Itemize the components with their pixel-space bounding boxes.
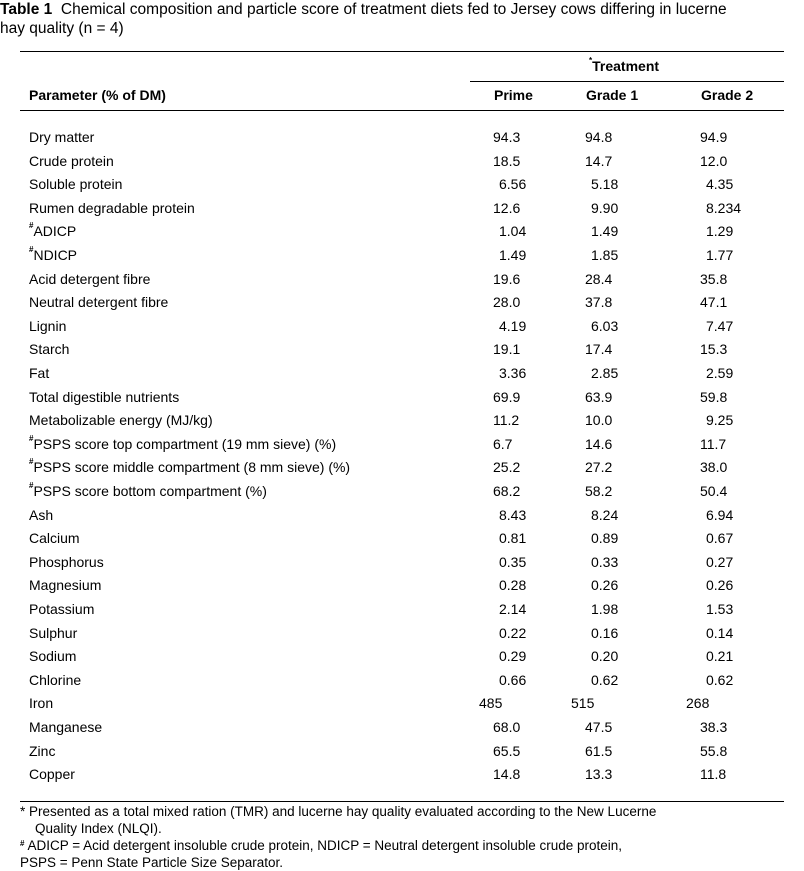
cell-grade-2: 0.67	[706, 530, 734, 547]
cell-grade-2: 0.27	[706, 553, 734, 570]
row-label-text: PSPS score bottom compartment (%)	[33, 483, 267, 499]
row-label-text: Ash	[29, 506, 54, 523]
cell-grade-2: 55.8	[700, 742, 728, 759]
cell-grade-2: 35.8	[700, 270, 728, 287]
cell-grade-2: 2.59	[706, 365, 734, 381]
treatment-label: Treatment	[592, 58, 660, 74]
cell-grade-1: 0.89	[591, 530, 619, 547]
row-label-text: Rumen degradable protein	[29, 199, 195, 216]
cell-prime: 18.5	[493, 152, 521, 169]
footnote-mark: #	[20, 839, 25, 848]
cell-grade-2: 6.94	[706, 506, 734, 523]
table-row	[0, 577, 804, 597]
row-label-text: Iron	[29, 695, 54, 712]
footnote-mark: #	[29, 433, 34, 443]
cell-prime: 3.36	[499, 365, 527, 381]
row-label-text: Phosphorus	[29, 553, 104, 570]
row-label-text: Manganese	[29, 719, 103, 735]
row-label-text: Zinc	[29, 742, 56, 759]
cell-prime: 4.19	[499, 317, 527, 334]
row-label	[29, 341, 69, 357]
row-label-text: Sodium	[29, 648, 77, 665]
cell-prime: 19.6	[493, 270, 521, 287]
table-row	[0, 389, 804, 409]
table-row	[0, 433, 804, 456]
row-label-text: PSPS score middle compartment (8 mm sieve) (%)	[33, 459, 351, 476]
table-row	[0, 341, 804, 361]
cell-prime: 19.1	[493, 341, 521, 358]
cell-prime: 14.8	[493, 766, 521, 783]
cell-grade-2: 94.9	[700, 129, 728, 145]
cell-grade-1: 1.85	[591, 247, 619, 263]
row-label	[29, 554, 104, 570]
cell-grade-2: 0.26	[706, 577, 734, 594]
row-label	[29, 577, 101, 593]
cell-grade-1: 14.6	[585, 435, 613, 452]
table-row	[0, 719, 804, 739]
row-label	[29, 271, 150, 287]
column-header-grade-2: Grade 2	[701, 87, 754, 103]
row-label	[29, 318, 66, 334]
table-row	[0, 412, 804, 432]
table-row	[0, 176, 804, 196]
table-row	[0, 247, 804, 267]
cell-grade-1: 0.16	[591, 624, 619, 641]
cell-prime: 65.5	[493, 742, 521, 759]
cell-prime: 0.22	[499, 624, 527, 641]
table-row	[0, 554, 804, 574]
table-row	[0, 200, 804, 220]
table-label: Table 1	[0, 1, 53, 18]
parameter-header: Parameter (% of DM)	[29, 87, 166, 103]
cell-grade-1: 47.5	[585, 719, 613, 735]
footnote-hash-line-1	[20, 837, 656, 854]
table-row	[0, 530, 804, 550]
cell-grade-1: 6.03	[591, 317, 619, 334]
table-row	[0, 601, 804, 621]
row-label	[29, 625, 77, 641]
cell-grade-2: 7.47	[706, 317, 734, 334]
footnote-star-line-2: Quality Index (NLQI).	[35, 821, 162, 836]
footnote-hash-line-2: PSPS = Penn State Particle Size Separator.	[20, 855, 284, 870]
row-label	[29, 176, 122, 192]
row-label	[29, 365, 49, 381]
cell-grade-2: 0.14	[706, 624, 734, 641]
row-label-text: Metabolizable energy (MJ/kg)	[29, 412, 213, 429]
cell-prime: 28.0	[493, 294, 521, 311]
top-rule	[20, 51, 784, 52]
row-label	[29, 743, 55, 759]
cell-grade-1: 515	[571, 695, 595, 712]
cell-grade-1: 37.8	[585, 294, 613, 311]
row-label	[29, 459, 350, 475]
cell-grade-2: 59.8	[700, 388, 728, 405]
cell-grade-2: 1.29	[706, 223, 734, 240]
cell-grade-1: 8.24	[591, 506, 619, 523]
cell-prime: 2.14	[499, 601, 527, 617]
table-row	[0, 695, 804, 715]
row-label-text: Copper	[29, 766, 75, 783]
cell-grade-1: 0.20	[591, 648, 619, 665]
row-label-text: Magnesium	[29, 577, 102, 594]
table-row	[0, 648, 804, 668]
row-label	[29, 223, 76, 239]
table-caption	[0, 0, 727, 38]
table-row	[0, 153, 804, 173]
caption-line-2: hay quality (n = 4)	[0, 20, 124, 37]
row-label	[29, 483, 267, 499]
row-label	[29, 695, 53, 711]
cell-prime: 1.04	[499, 223, 527, 240]
row-label-text: PSPS score top compartment (19 mm sieve) (%)	[33, 435, 337, 452]
bottom-rule	[20, 801, 784, 802]
row-label	[29, 507, 53, 523]
row-label-text: Soluble protein	[29, 176, 123, 193]
cell-grade-1: 17.4	[585, 341, 613, 358]
row-label-text: Crude protein	[29, 152, 114, 169]
cell-grade-2: 8.234	[706, 199, 742, 216]
cell-grade-1: 28.4	[585, 270, 613, 287]
row-label	[29, 672, 81, 688]
cell-grade-2: 12.0	[700, 152, 728, 169]
footnote-hash-text: ADICP = Acid detergent insoluble crude protein, NDICP = Neutral detergent insoluble crude protein,	[24, 838, 623, 853]
cell-grade-2: 4.35	[706, 176, 734, 193]
cell-grade-2: 9.25	[706, 412, 734, 429]
row-label	[29, 530, 80, 546]
cell-grade-2: 38.3	[700, 719, 728, 735]
row-label	[29, 294, 168, 310]
footnote-mark: *	[589, 56, 593, 65]
row-label	[29, 412, 213, 428]
row-label	[29, 153, 114, 169]
footnote-mark: #	[29, 221, 34, 231]
row-label-text: Total digestible nutrients	[29, 388, 180, 405]
row-label-text: ADICP	[33, 223, 77, 240]
table-row	[0, 766, 804, 786]
row-label-text: NDICP	[33, 247, 78, 263]
treatment-rule	[470, 81, 784, 82]
cell-prime: 12.6	[493, 199, 521, 216]
cell-prime: 94.3	[493, 129, 521, 145]
column-header-grade-1: Grade 1	[586, 87, 639, 103]
cell-grade-1: 58.2	[585, 483, 613, 499]
row-label-text: Lignin	[29, 317, 67, 334]
row-label-text: Fat	[29, 365, 50, 381]
cell-grade-1: 9.90	[591, 199, 619, 216]
cell-prime: 0.35	[499, 553, 527, 570]
row-label	[29, 200, 195, 216]
row-label	[29, 601, 94, 617]
cell-grade-2: 11.7	[700, 435, 727, 452]
table-row	[0, 483, 804, 503]
row-label-text: Chlorine	[29, 671, 82, 688]
table-row	[0, 672, 804, 692]
table-row	[0, 365, 804, 385]
cell-prime: 6.7	[493, 435, 513, 452]
cell-grade-1: 1.49	[591, 223, 619, 240]
footnote-star	[20, 803, 656, 871]
cell-grade-2: 0.62	[706, 671, 734, 688]
footnote-mark: #	[29, 457, 34, 467]
row-label-text: Calcium	[29, 530, 80, 547]
cell-grade-1: 94.8	[585, 129, 613, 145]
table-row	[0, 271, 804, 291]
footnote-mark: #	[29, 245, 34, 254]
cell-prime: 1.49	[499, 247, 527, 263]
cell-grade-1: 0.26	[591, 577, 619, 594]
table-row	[0, 294, 804, 314]
row-label	[29, 433, 337, 452]
cell-grade-1: 61.5	[585, 742, 613, 759]
cell-prime: 0.81	[499, 530, 527, 547]
header-rule	[20, 110, 784, 111]
cell-prime: 69.9	[493, 388, 521, 405]
table-row	[0, 223, 804, 243]
treatment-header	[589, 58, 659, 74]
cell-grade-2: 47.1	[700, 294, 728, 311]
row-label-text: Acid detergent fibre	[29, 270, 151, 287]
cell-grade-2: 0.21	[706, 648, 734, 665]
table-row	[0, 625, 804, 645]
cell-prime: 0.29	[499, 648, 527, 665]
table-row	[0, 743, 804, 763]
caption-line-1: Chemical composition and particle score of treatment diets fed to Jersey cows differing in lucerne	[60, 1, 727, 18]
cell-grade-1: 5.18	[591, 176, 619, 193]
cell-grade-1: 63.9	[585, 388, 613, 405]
cell-grade-2: 268	[686, 695, 710, 712]
cell-prime: 0.66	[499, 671, 527, 688]
cell-grade-1: 13.3	[585, 766, 613, 783]
row-label	[29, 648, 76, 664]
cell-grade-1: 0.62	[591, 671, 619, 688]
row-label	[29, 247, 77, 263]
cell-prime: 6.56	[499, 176, 527, 193]
row-label-text: Neutral detergent fibre	[29, 294, 169, 311]
cell-grade-2: 50.4	[700, 483, 728, 499]
cell-grade-2: 1.53	[706, 601, 734, 617]
table-row	[0, 459, 804, 479]
cell-prime: 68.0	[493, 719, 521, 735]
cell-grade-1: 27.2	[585, 459, 613, 476]
row-label	[29, 389, 179, 405]
cell-prime: 0.28	[499, 577, 527, 594]
cell-grade-2: 38.0	[700, 459, 728, 476]
cell-prime: 8.43	[499, 506, 527, 523]
table-row	[0, 129, 804, 149]
cell-prime: 68.2	[493, 483, 521, 499]
row-label	[29, 719, 102, 735]
cell-grade-1: 14.7	[585, 152, 613, 169]
row-label-text: Dry matter	[29, 129, 95, 145]
footnote-mark: #	[29, 481, 34, 490]
cell-grade-2: 15.3	[700, 341, 728, 358]
cell-grade-2: 11.8	[700, 766, 727, 783]
row-label-text: Potassium	[29, 601, 95, 617]
cell-prime: 485	[479, 695, 503, 712]
cell-grade-1: 10.0	[585, 412, 613, 429]
cell-grade-1: 2.85	[591, 365, 619, 381]
cell-prime: 25.2	[493, 459, 521, 476]
table-row	[0, 318, 804, 338]
row-label-text: Starch	[29, 341, 70, 358]
row-label-text: Sulphur	[29, 624, 78, 641]
cell-grade-1: 1.98	[591, 601, 619, 617]
column-header-prime: Prime	[494, 87, 533, 103]
row-label	[29, 129, 94, 145]
cell-grade-2: 1.77	[706, 247, 734, 263]
cell-prime: 11.2	[493, 412, 520, 429]
cell-grade-1: 0.33	[591, 553, 619, 570]
row-label	[29, 766, 75, 782]
footnote-star-line-1: * Presented as a total mixed ration (TMR) and lucerne hay quality evaluated according to the New Lucerne	[20, 804, 657, 819]
table-row	[0, 507, 804, 527]
